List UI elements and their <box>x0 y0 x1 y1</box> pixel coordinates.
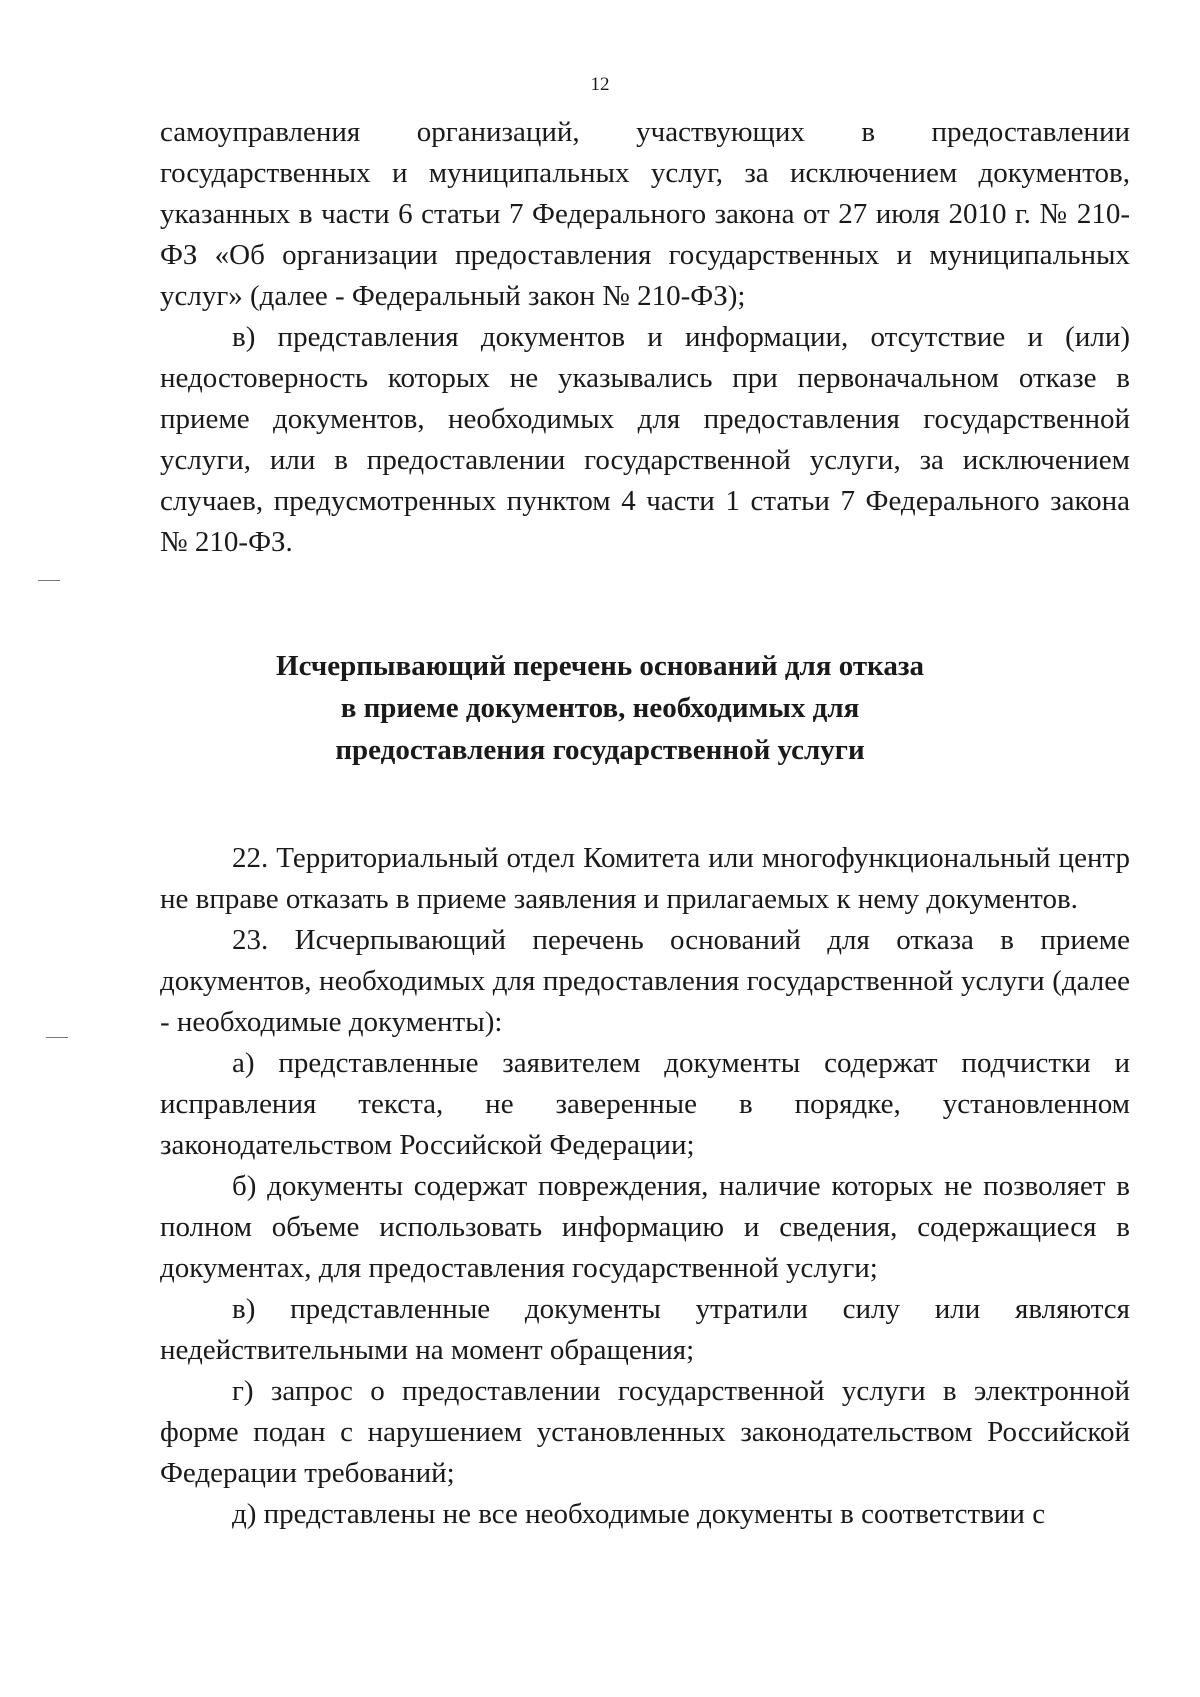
scan-mark <box>46 1037 68 1038</box>
paragraph-item-b: б) документы содержат повреждения, наличие которых не позволяет в полном объеме использовать информацию и сведения, содержащиеся в документах, для предоставления государственной услуги; <box>160 1170 1130 1284</box>
section-heading <box>0 645 1200 771</box>
paragraph-item-d: д) представлены не все необходимые документы в соответствии с <box>232 1498 1046 1530</box>
heading-line: в приеме документов, необходимых для <box>340 692 860 724</box>
paragraph-item-a: а) представленные заявителем документы содержат подчистки и исправления текста, не заверенные в порядке, установленном законодательством Российской Федерации; <box>160 1047 1130 1161</box>
paragraph-item-g: г) запрос о предоставлении государственной услуги в электронной форме подан с нарушением установленных законодательством Российской Федерации требований; <box>160 1375 1130 1489</box>
paragraph-continuation: самоуправления организаций, участвующих в предоставлении государственных и муниципальных услуг, за исключением документов, указанных в части 6 статьи 7 Федерального закона от 27 июля 2010 г. № 210-ФЗ «Об организации предоставления государственных и муниципальных услуг» (далее - Федеральный закон № 210-ФЗ); <box>160 116 1130 312</box>
body-text-bottom <box>160 838 1130 1535</box>
heading-line: Исчерпывающий перечень оснований для отказа <box>276 650 924 682</box>
body-text-top <box>160 112 1130 563</box>
heading-line: предоставления государственной услуги <box>335 734 865 766</box>
paragraph-23: 23. Исчерпывающий перечень оснований для отказа в приеме документов, необходимых для предоставления государственной услуги (далее - необходимые документы): <box>160 924 1130 1038</box>
paragraph-22: 22. Территориальный отдел Комитета или многофункциональный центр не вправе отказать в приеме заявления и прилагаемых к нему документов. <box>160 842 1130 915</box>
paragraph-item-v: в) представления документов и информации, отсутствие и (или) недостоверность которых не указывались при первоначальном отказе в приеме документов, необходимых для предоставления государственной услуги, или в предоставлении государственной услуги, за исключением случаев, предусмотренных пунктом 4 части 1 статьи 7 Федерального закона № 210-ФЗ. <box>160 321 1130 558</box>
scan-mark <box>38 580 60 581</box>
paragraph-item-v2: в) представленные документы утратили силу или являются недействительными на момент обращения; <box>160 1293 1130 1366</box>
page-number: 12 <box>590 74 610 95</box>
